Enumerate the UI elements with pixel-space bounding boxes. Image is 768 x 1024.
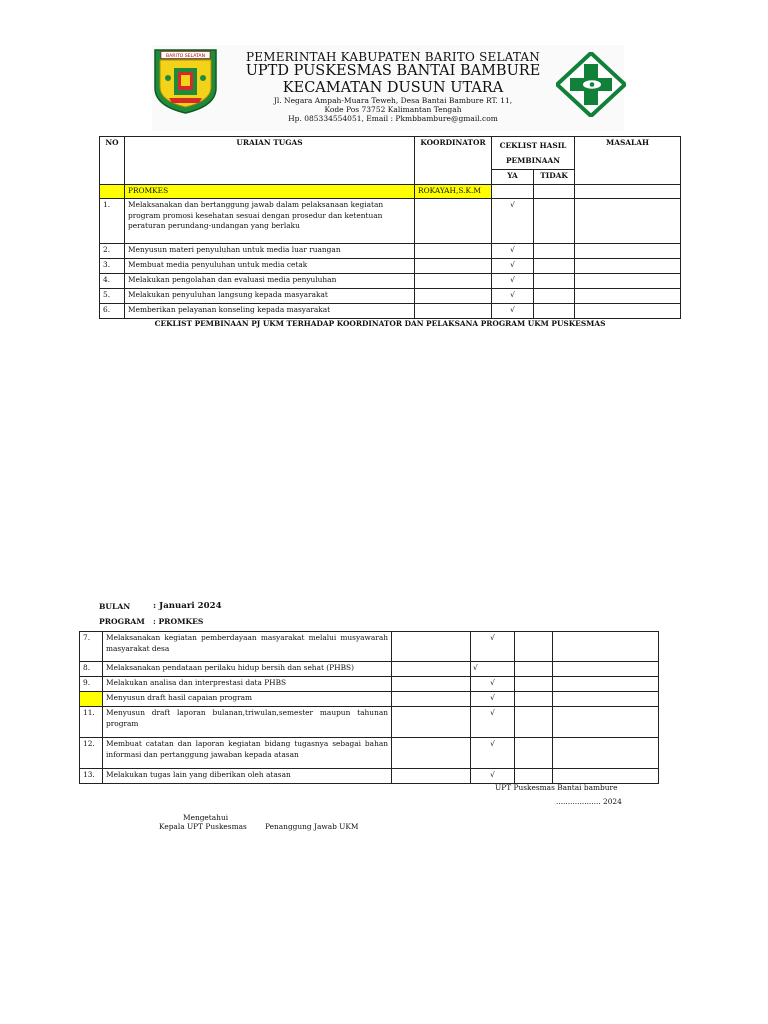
check-ya: √: [492, 199, 534, 244]
table-row: 13. Melakukan tugas lain yang diberikan oleh atasan √: [80, 769, 659, 784]
header-koordinator: KOORDINATOR: [415, 137, 492, 185]
header-no: NO: [100, 137, 125, 185]
table-row: 12. Membuat catatan dan laporan kegiatan bidang tugasnya sebagai bahan informasi dan pertanggung jawaban kepada atasan √: [80, 738, 659, 769]
footer-date: ................... 2024: [556, 797, 622, 806]
bulan-label: BULAN: [99, 602, 131, 611]
table-row: 2. Menyusun materi penyuluhan untuk media luar ruangan √: [100, 244, 681, 259]
header-kecamatan: KECAMATAN DUSUN UTARA: [282, 80, 504, 96]
table-row: [80, 692, 659, 707]
check-mark: √: [471, 662, 515, 677]
table-row: 5. Melakukan penyuluhan langsung kepada masyarakat √: [100, 289, 681, 304]
program-line: [99, 617, 204, 626]
task-text: Melaksanakan pendataan perilaku hidup bersih dan sehat (PHBS): [103, 662, 392, 677]
task-text: Memberikan pelayanan konseling kepada masyarakat: [125, 304, 415, 319]
logo-lettering: BARITO SELATAN: [165, 54, 206, 59]
header-government: PEMERINTAH KABUPATEN BARITO SELATAN: [246, 50, 540, 64]
task-text: Melaksanakan dan bertanggung jawab dalam pelaksanaan kegiatan program promosi kesehatan sesuai dengan prosedur dan ketentuan peraturan perundang-undangan yang berlaku: [125, 199, 415, 244]
bulan-line: [99, 601, 222, 611]
check-mark: √: [471, 769, 515, 784]
check-ya: √: [492, 244, 534, 259]
header-uraian-tugas: URAIAN TUGAS: [125, 137, 415, 185]
task-text: Menyusun draft laporan bulanan,triwulan,semester maupun tahunan program: [103, 707, 392, 738]
task-text: Menyusun draft hasil capaian program: [103, 692, 392, 707]
check-mark: √: [471, 632, 515, 662]
header-ceklist-hasil: CEKLIST HASIL PEMBINAAN: [492, 137, 575, 170]
check-ya: √: [492, 304, 534, 319]
task-text: Melakukan penyuluhan langsung kepada masyarakat: [125, 289, 415, 304]
bulan-value: : Januari 2024: [153, 601, 222, 611]
check-mark: √: [471, 677, 515, 692]
program-meta-value: : PROMKES: [153, 617, 204, 626]
program-label: PROMKES: [125, 185, 415, 199]
barito-selatan-emblem-icon: [153, 48, 218, 114]
table-row: 6. Memberikan pelayanan konseling kepada masyarakat √: [100, 304, 681, 319]
header-postcode: Kode Pos 73752 Kalimantan Tengah: [324, 105, 462, 114]
header-tidak: TIDAK: [534, 170, 575, 185]
koordinator-name: ROKAYAH,S.K.M: [415, 185, 492, 199]
task-table-2: [79, 631, 659, 784]
header-masalah: MASALAH: [575, 137, 681, 185]
footer-kepala: Kepala UPT Puskesmas: [159, 822, 247, 831]
task-text: Melaksanakan kegiatan pemberdayaan masyarakat melalui musyawarah masyarakat desa: [103, 632, 392, 662]
table-row: 8. Melaksanakan pendataan perilaku hidup bersih dan sehat (PHBS) √: [80, 662, 659, 677]
check-mark: √: [471, 707, 515, 738]
header-ya: YA: [492, 170, 534, 185]
footer-place: UPT Puskesmas Bantai bambure: [495, 783, 618, 792]
task-text: Melakukan tugas lain yang diberikan oleh atasan: [103, 769, 392, 784]
task-text: Melakukan analisa dan interprestasi data PHBS: [103, 677, 392, 692]
table-row: 3. Membuat media penyuluhan untuk media cetak √: [100, 259, 681, 274]
task-text: Melakukan pengolahan dan evaluasi media penyuluhan: [125, 274, 415, 289]
task-text: Menyusun materi penyuluhan untuk media luar ruangan: [125, 244, 415, 259]
header-puskesmas: UPTD PUSKESMAS BANTAI BAMBURE: [245, 63, 541, 79]
table-row: 4. Melakukan pengolahan dan evaluasi media penyuluhan √: [100, 274, 681, 289]
footer-mengetahui: Mengetahui: [183, 813, 229, 822]
footer-penanggung-jawab: Penanggung Jawab UKM: [265, 822, 359, 831]
table-row: 9. Melakukan analisa dan interprestasi data PHBS √: [80, 677, 659, 692]
check-ya: √: [492, 274, 534, 289]
header-address: Jl. Negara Ampah-Muara Teweh, Desa Bantai Bambure RT. 11,: [273, 96, 513, 105]
program-row: [100, 185, 681, 199]
task-text: Membuat catatan dan laporan kegiatan bidang tugasnya sebagai bahan informasi dan pertanggung jawaban kepada atasan: [103, 738, 392, 769]
table-row: 11. Menyusun draft laporan bulanan,triwulan,semester maupun tahunan program √: [80, 707, 659, 738]
table-row: 7. Melaksanakan kegiatan pemberdayaan masyarakat melalui musyawarah masyarakat desa √: [80, 632, 659, 662]
check-ya: √: [492, 289, 534, 304]
check-mark: √: [471, 738, 515, 769]
header-contact: Hp. 085334554051, Email : Pkmbbambure@gmail.com: [288, 114, 498, 123]
task-text: Membuat media penyuluhan untuk media cetak: [125, 259, 415, 274]
check-ya: √: [492, 259, 534, 274]
document-caption: CEKLIST PEMBINAAN PJ UKM TERHADAP KOORDINATOR DAN PELAKSANA PROGRAM UKM PUSKESMAS: [154, 319, 606, 328]
check-mark: √: [471, 692, 515, 707]
task-table-1: [99, 136, 681, 319]
program-meta-label: PROGRAM: [99, 617, 145, 626]
puskesmas-logo-icon: [556, 52, 626, 117]
table-row: 1. Melaksanakan dan bertanggung jawab dalam pelaksanaan kegiatan program promosi kesehatan sesuai dengan prosedur dan ketentuan peraturan perundang-undangan yang berlaku √: [100, 199, 681, 244]
